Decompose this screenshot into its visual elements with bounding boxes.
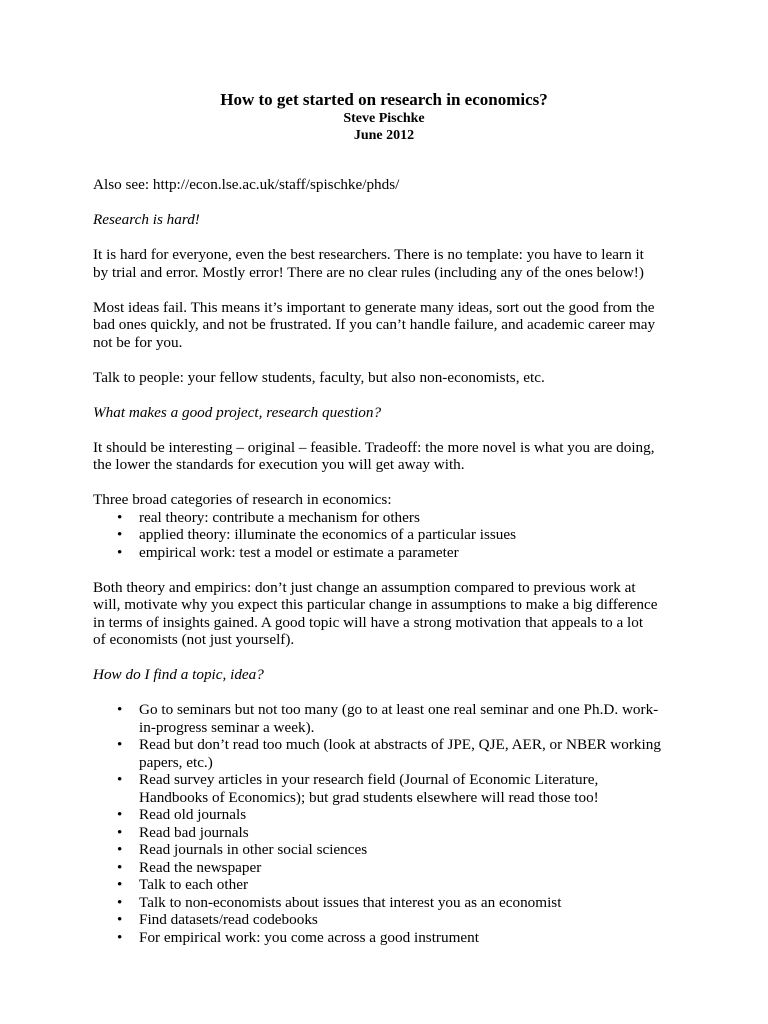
also-see-link[interactable]: http://econ.lse.ac.uk/staff/spischke/phds/ xyxy=(152,176,400,193)
also-see-label: Also see: xyxy=(93,176,153,193)
bullet-icon: • xyxy=(117,736,123,753)
list-item xyxy=(93,736,683,771)
text-line: Read but don’t read too much (look at abstracts of JPE, QJE, AER, or NBER working xyxy=(139,736,661,753)
bullet-icon: • xyxy=(117,508,123,526)
text-line: the lower the standards for execution you will get away with. xyxy=(93,456,465,473)
text-line: bad ones quickly, and not be frustrated. If you can’t handle failure, and academic career may xyxy=(93,316,656,333)
document-author: Steve Pischke xyxy=(343,111,425,126)
document-title: How to get started on research in economics? xyxy=(220,90,548,109)
text-line: Both theory and empirics: don’t just change an assumption compared to previous work at xyxy=(93,578,636,596)
paragraph-hard-for-everyone xyxy=(93,246,683,281)
list-item xyxy=(93,544,683,562)
text-line: It should be interesting – original – feasible. Tradeoff: the more novel is what you are doing, xyxy=(93,438,655,456)
text-line: of economists (not just yourself). xyxy=(93,631,295,648)
bullet-icon: • xyxy=(117,806,123,823)
list-item xyxy=(93,526,683,544)
text-line: Read survey articles in your research field (Journal of Economic Literature, xyxy=(139,771,599,788)
list-item xyxy=(93,859,683,877)
list-item xyxy=(93,824,683,842)
bullet-icon: • xyxy=(117,823,123,841)
document-date: June 2012 xyxy=(353,128,415,143)
section-heading-research-hard: Research is hard! xyxy=(93,211,200,228)
list-item xyxy=(93,911,683,929)
paragraph-interesting-original xyxy=(93,439,683,474)
list-item-text: Read bad journals xyxy=(139,823,249,841)
also-see-line xyxy=(93,176,683,194)
bullet-icon: • xyxy=(117,841,123,858)
list-item-text: Read the newspaper xyxy=(139,858,262,876)
categories-intro: Three broad categories of research in economics: xyxy=(93,491,392,508)
list-item xyxy=(93,509,683,527)
bullet-icon: • xyxy=(117,543,123,561)
paragraph-theory-and-empirics xyxy=(93,579,683,649)
list-item-text: Talk to each other xyxy=(139,876,248,893)
list-item-text: empirical work: test a model or estimate a parameter xyxy=(139,543,459,561)
text-line: It is hard for everyone, even the best researchers. There is no template: you have to learn it xyxy=(93,246,644,263)
list-item-text: Talk to non-economists about issues that interest you as an economist xyxy=(139,893,562,911)
bullet-icon: • xyxy=(117,911,123,928)
bullet-icon: • xyxy=(117,858,123,876)
text-line: Handbooks of Economics); but grad students elsewhere will read those too! xyxy=(139,788,599,806)
bullet-icon: • xyxy=(117,526,123,543)
categories-list xyxy=(93,509,683,562)
list-item-text: Read old journals xyxy=(139,806,247,823)
list-item xyxy=(93,701,683,736)
bullet-icon: • xyxy=(117,701,123,718)
list-item xyxy=(93,806,683,824)
list-item-text: For empirical work: you come across a good instrument xyxy=(139,928,479,946)
text-line: Go to seminars but not too many (go to at least one real seminar and one Ph.D. work- xyxy=(139,701,659,718)
text-line: papers, etc.) xyxy=(139,753,213,771)
list-item-text: Find datasets/read codebooks xyxy=(139,911,318,928)
list-item xyxy=(93,876,683,894)
paragraph-talk-to-people xyxy=(93,369,683,387)
text-line: will, motivate why you expect this particular change in assumptions to make a big difference xyxy=(93,596,658,613)
section-heading-good-project: What makes a good project, research question? xyxy=(93,403,382,421)
bullet-icon: • xyxy=(117,876,123,893)
list-item xyxy=(93,929,683,947)
section-heading-find-topic: How do I find a topic, idea? xyxy=(93,666,264,683)
text-line: not be for you. xyxy=(93,333,183,351)
list-item xyxy=(93,894,683,912)
title-block xyxy=(0,90,768,144)
list-item-text: Read journals in other social sciences xyxy=(139,841,368,858)
document-body xyxy=(93,176,683,946)
bullet-icon: • xyxy=(117,771,123,788)
text-line: Most ideas fail. This means it’s important to generate many ideas, sort out the good from the xyxy=(93,298,655,316)
paragraph-ideas-fail xyxy=(93,299,683,352)
topic-ideas-list xyxy=(93,701,683,946)
bullet-icon: • xyxy=(117,893,123,911)
text-line: in-progress seminar a week). xyxy=(139,718,315,736)
text-line: by trial and error. Mostly error! There are no clear rules (including any of the ones below!) xyxy=(93,263,644,281)
list-item xyxy=(93,841,683,859)
list-item-text: applied theory: illuminate the economics of a particular issues xyxy=(139,526,517,543)
bullet-icon: • xyxy=(117,928,123,946)
list-item-text: real theory: contribute a mechanism for others xyxy=(139,508,420,526)
text-line: Talk to people: your fellow students, faculty, but also non-economists, etc. xyxy=(93,368,545,386)
list-item xyxy=(93,771,683,806)
text-line: in terms of insights gained. A good topic will have a strong motivation that appeals to a lot xyxy=(93,613,644,631)
